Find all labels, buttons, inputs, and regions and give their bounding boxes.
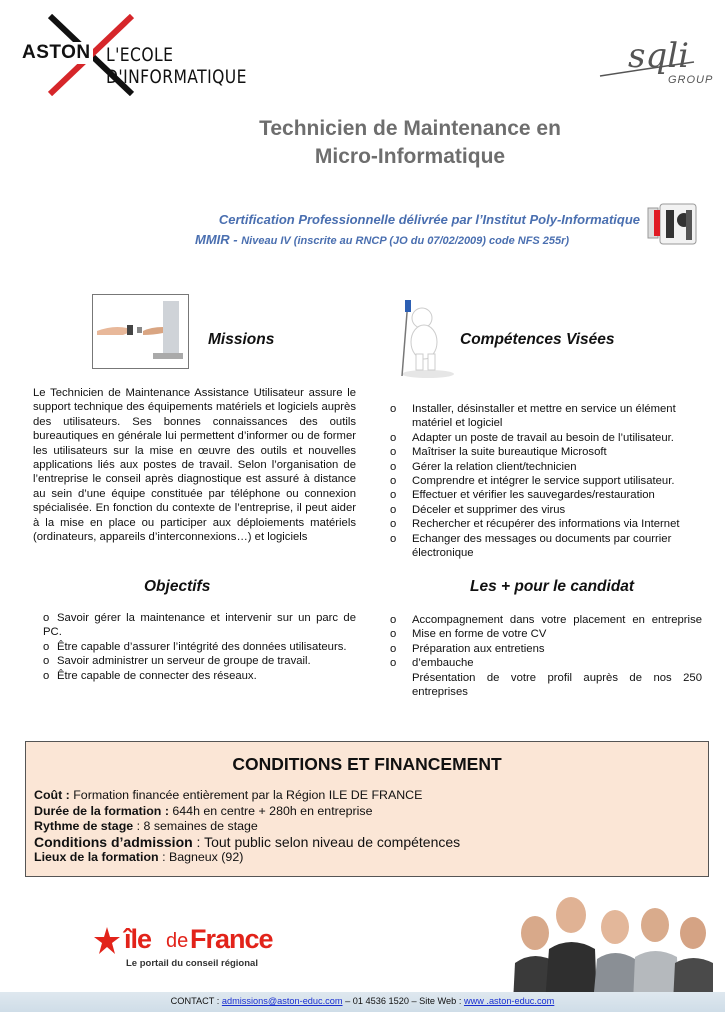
list-item: o Savoir gérer la maintenance et intervenir sur un parc de PC.: [43, 612, 356, 639]
page-title: [150, 115, 670, 171]
list-item: o Être capable de connecter des réseaux.: [43, 669, 257, 682]
bullet-circle-icon: o: [43, 640, 50, 653]
page-title-line1: Technicien de Maintenance en: [259, 117, 561, 140]
list-item: o Préparation aux entretiens: [390, 642, 545, 655]
technician-figure-image: [388, 296, 468, 380]
bullet-circle-icon: o: [390, 446, 397, 459]
plus-list: [390, 613, 702, 699]
page-title-line2: Micro-Informatique: [314, 145, 506, 168]
idf-france: France: [190, 924, 273, 954]
list-item: o Être capable d’assurer l’intégrité des données utilisateurs.: [43, 640, 347, 653]
bullet-circle-icon: o: [390, 642, 397, 655]
list-item: o Installer, désinstaller et mettre en service un élément matériel et logiciel: [390, 403, 676, 430]
bullet-circle-icon: o: [390, 518, 397, 531]
missions-text: Le Technicien de Maintenance Assistance Utilisateur assure le support technique des équipements matériels et logiciels auprès des utilisateurs. Ses bonnes connaissances des outils bureautiques en générale lui permettent d’informer ou de former les utilisateurs sur la mise en œuvre des outils et nouvelles applications liés aux postes de travail. Selon l’organisation de l’entreprise le conseil après diagnostique est assuré à distance au sein d’une équipe constituée par téléphone ou connexion spécialisée. En fonction du contexte de l’entreprise, il peut aider à la mise en place ou participer aux déploiements matériels (ordinateurs, appareils d’interconnexions…) et logiciels: [33, 387, 356, 544]
rythme-row: Rythme de stage : 8 semaines de stage: [34, 819, 258, 834]
list-item: o Savoir administrer un serveur de groupe de travail.: [43, 655, 311, 668]
admission-row: Conditions d’admission : Tout public selon niveau de compétences: [34, 833, 461, 850]
list-item: o Déceler et supprimer des virus: [390, 503, 566, 516]
ile-de-france-logo: [86, 916, 296, 978]
list-item: o Gérer la relation client/technicien: [390, 460, 577, 473]
footer: [0, 992, 725, 1012]
aston-logo: [14, 14, 264, 96]
email-link[interactable]: admissions@aston-educ.com: [221, 996, 343, 1006]
conditions-title: CONDITIONS ET FINANCEMENT: [232, 754, 502, 774]
idf-tagline: Le portail du conseil régional: [126, 958, 258, 969]
bullet-circle-icon: o: [390, 628, 397, 641]
conditions-rows: [34, 788, 460, 866]
ipi-logo: [646, 200, 698, 248]
duree-row: Durée de la formation : 644h en centre + 280h en entreprise: [34, 803, 373, 818]
conditions-box: [25, 741, 709, 877]
bullet-circle-icon: o: [390, 532, 397, 545]
bullet-circle-icon: o: [43, 669, 50, 682]
people-photo: [505, 893, 715, 1003]
cout-row: Coût : Formation financée entièrement par la Région ILE DE FRANCE: [34, 788, 423, 802]
idf-de: de: [166, 930, 189, 952]
mmir-label: MMIR -: [195, 232, 242, 247]
competences-list: [390, 402, 702, 560]
missions-heading: Missions: [208, 331, 275, 348]
bullet-circle-icon: o: [390, 460, 397, 473]
list-item: o Mise en forme de votre CV: [390, 628, 547, 641]
list-item: o Rechercher et récupérer des informations via Internet: [390, 518, 680, 531]
certification-line1: Certification Professionnelle délivrée par l’Institut Poly-Informatique: [218, 212, 640, 227]
bullet-circle-icon: o: [390, 403, 397, 415]
certification-line2: [195, 232, 569, 247]
bullet-circle-icon: o: [390, 614, 397, 626]
bullet-circle-icon: o: [390, 657, 397, 670]
bullet-circle-icon: o: [390, 489, 397, 502]
group-wordmark: GROUP: [668, 74, 714, 86]
lieux-row: Lieux de la formation : Bagneux (92): [34, 850, 244, 865]
list-item-continuation: Présentation de votre profil auprès de nos 250 entreprises: [412, 671, 702, 699]
bullet-circle-icon: o: [390, 503, 397, 516]
plus-heading: Les + pour le candidat: [470, 578, 635, 595]
competences-heading: Compétences Visées: [460, 331, 615, 348]
objectifs-list: [43, 611, 356, 683]
bullet-circle-icon: o: [390, 475, 397, 488]
sqli-wordmark: sqli: [628, 36, 689, 76]
idf-ile: île: [124, 924, 152, 954]
niveau-text: Niveau IV (inscrite au RNCP (JO du 07/02/2009) code NFS 255r): [241, 235, 570, 247]
aston-wordmark: ASTON: [22, 42, 91, 63]
list-item: o d’embauche: [390, 657, 474, 670]
list-item: o Echanger des messages ou documents par courrier électronique: [390, 532, 672, 560]
list-item: o Effectuer et vérifier les sauvegardes/restauration: [390, 489, 655, 502]
list-item: o Accompagnement dans votre placement en entreprise: [390, 614, 702, 626]
bullet-circle-icon: o: [390, 431, 397, 444]
bullet-circle-icon: o: [43, 655, 50, 668]
bullet-circle-icon: o: [43, 612, 50, 624]
objectifs-heading: Objectifs: [144, 578, 211, 595]
idf-star-icon: [92, 926, 122, 956]
footer-contact: CONTACT : admissions@aston-educ.com – 01 4536 1520 – Site Web : www .aston-educ.com: [170, 996, 555, 1006]
sqli-group-logo: [598, 30, 714, 100]
website-link[interactable]: www .aston-educ.com: [463, 996, 555, 1006]
list-item: o Maîtriser la suite bureautique Microsoft: [390, 446, 607, 459]
ecole-informatique-wordmark: L'ECOLE D'INFORMATIQUE: [106, 44, 247, 88]
missions-photo: [92, 294, 189, 369]
list-item: o Comprendre et intégrer le service support utilisateur.: [390, 475, 675, 488]
list-item: o Adapter un poste de travail au besoin de l’utilisateur.: [390, 431, 674, 444]
